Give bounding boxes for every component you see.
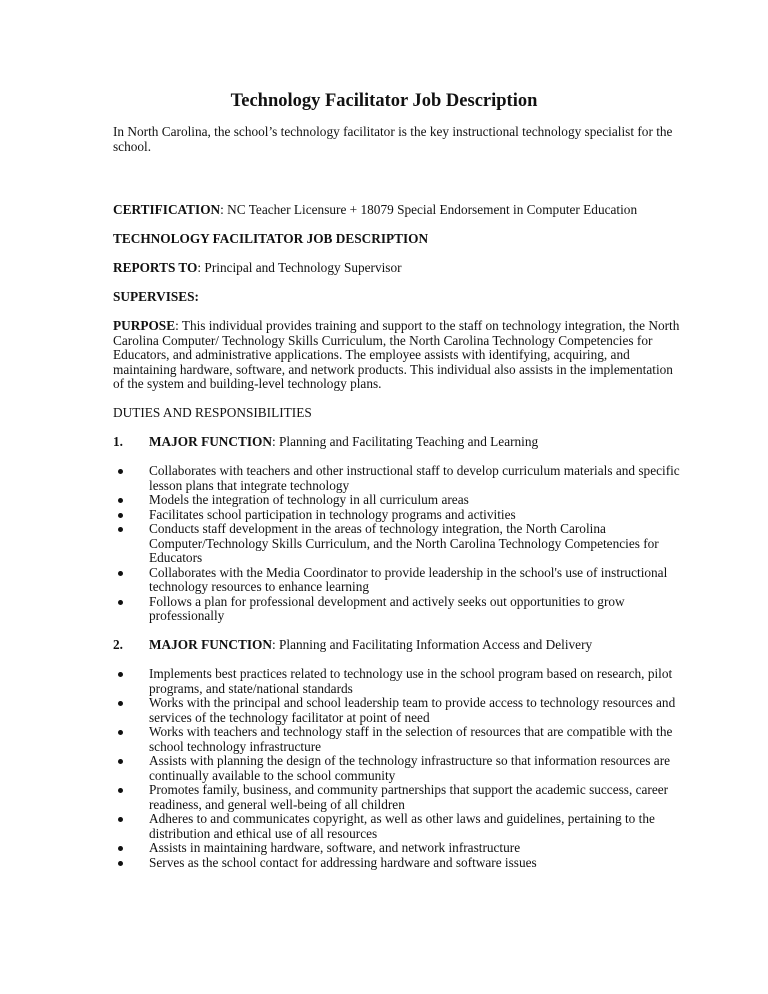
- list-item-line: school technology infrastructure: [149, 738, 322, 754]
- function-number: 2.: [113, 637, 123, 652]
- list-item: [113, 725, 673, 754]
- list-item-line: Follows a plan for professional development and actively seeks out opportunities to grow: [149, 593, 625, 609]
- list-item: [113, 463, 680, 493]
- reports-to-label: REPORTS TO: [113, 260, 198, 275]
- purpose-label: PURPOSE: [113, 318, 176, 333]
- list-item: [113, 754, 673, 783]
- purpose-line: [113, 318, 680, 334]
- bullet-icon: [118, 759, 123, 764]
- function-label: MAJOR FUNCTION: [149, 637, 272, 652]
- list-item: [113, 566, 673, 595]
- supervises-label: SUPERVISES:: [113, 289, 199, 304]
- purpose-line: Carolina Computer/ Technology Skills Curriculum, the North Carolina Technology Competencies for: [113, 332, 653, 348]
- list-item: [113, 493, 673, 508]
- major-function-heading: [113, 435, 673, 450]
- function-text: : Planning and Facilitating Teaching and Learning: [272, 434, 539, 449]
- certification: [113, 203, 673, 218]
- function-label: MAJOR FUNCTION: [149, 434, 272, 449]
- list-item-line: Educators: [149, 550, 203, 565]
- bullet-icon: [118, 846, 123, 851]
- list-item: [113, 695, 676, 725]
- list-item-line: Adheres to and communicates copyright, as well as other laws and guidelines, pertaining to the: [149, 811, 655, 826]
- list-item-line: Collaborates with the Media Coordinator to provide leadership in the school's use of instructional: [149, 564, 668, 580]
- certification-label: CERTIFICATION: [113, 202, 221, 217]
- function-number: 1.: [113, 434, 123, 449]
- certification-text: : NC Teacher Licensure + 18079 Special Endorsement in Computer Education: [220, 202, 638, 217]
- purpose-line: maintaining hardware, software, and network products. This individual also assists in the implementation: [113, 361, 673, 377]
- bullet-icon: [118, 701, 123, 706]
- list-item-line: Collaborates with teachers and other instructional staff to develop curriculum materials and specific: [149, 463, 680, 478]
- list-item-line: Facilitates school participation in technology programs and activities: [149, 506, 516, 522]
- list-item-line: lesson plans that integrate technology: [149, 477, 350, 493]
- list-item-line: Assists in maintaining hardware, software, and network infrastructure: [149, 840, 521, 855]
- purpose-line: Educators, and administrative applications. The employee assists with identifying, acquiring, and: [113, 347, 630, 362]
- list-item-line: Conducts staff development in the areas of technology integration, the North Carolina: [149, 521, 606, 536]
- list-item-line: Computer/Technology Skills Curriculum, and the North Carolina Technology Competencies for: [149, 535, 659, 551]
- list-item-line: technology resources to enhance learning: [149, 579, 370, 594]
- purpose-line: of the system and building-level technology plans.: [113, 376, 382, 391]
- purpose-text: : This individual provides training and support to the staff on technology integration, the North: [175, 318, 680, 333]
- document-title: Technology Facilitator Job Description: [230, 91, 538, 111]
- list-item-line: Promotes family, business, and community partnerships that support the academic success, career: [149, 782, 669, 797]
- list-item-line: services of the technology facilitator at point of need: [149, 709, 430, 725]
- reports-to-text: : Principal and Technology Supervisor: [197, 260, 402, 275]
- bullet-icon: [118, 861, 123, 866]
- list-item: [113, 508, 673, 523]
- bullet-icon: [118, 498, 123, 503]
- bullet-icon: [118, 730, 123, 735]
- bullet-icon: [118, 817, 123, 822]
- bullet-icon: [118, 527, 123, 532]
- functions-list: [113, 434, 680, 870]
- section-heading: [113, 232, 673, 247]
- list-item-line: readiness, and general well-being of all children: [149, 796, 405, 812]
- bullet-icon: [118, 513, 123, 518]
- list-item: [113, 841, 673, 856]
- list-item-line: Works with teachers and technology staff in the selection of resources that are compatible with the: [149, 724, 673, 739]
- duties-heading: DUTIES AND RESPONSIBILITIES: [113, 405, 312, 420]
- supervises: [113, 290, 673, 305]
- list-item-line: Assists with planning the design of the technology infrastructure so that information resources are: [149, 753, 671, 768]
- bullet-list: [113, 666, 676, 870]
- document-body: [113, 124, 680, 885]
- intro-paragraph: [113, 125, 673, 154]
- list-item: [113, 856, 673, 871]
- list-item-line: professionally: [149, 608, 225, 623]
- list-item-line: Works with the principal and school leadership team to provide access to technology resources and: [149, 695, 676, 710]
- list-item: [113, 595, 673, 624]
- list-item-line: Implements best practices related to technology use in the school program based on research, pilot: [149, 666, 673, 681]
- bullet-icon: [118, 469, 123, 474]
- bullet-icon: [118, 672, 123, 677]
- list-item-line: continually available to the school community: [149, 767, 396, 783]
- list-item-line: Serves as the school contact for addressing hardware and software issues: [149, 854, 537, 870]
- list-item-line: Models the integration of technology in all curriculum areas: [149, 492, 469, 507]
- function-text: : Planning and Facilitating Information Access and Delivery: [272, 637, 593, 652]
- list-item: [113, 522, 673, 566]
- reports-to: [113, 261, 673, 276]
- purpose-paragraph: [113, 318, 680, 392]
- bullet-icon: [118, 600, 123, 605]
- bullet-icon: [118, 788, 123, 793]
- bullet-list: [113, 463, 680, 624]
- intro-line: In North Carolina, the school’s technology facilitator is the key instructional technology specialist for the: [113, 124, 673, 139]
- list-item-line: distribution and ethical use of all resources: [149, 825, 378, 841]
- list-item: [113, 812, 673, 841]
- list-item-line: programs, and state/national standards: [149, 680, 353, 696]
- major-function-heading: [113, 638, 673, 653]
- list-item: [113, 667, 673, 696]
- heading-text: TECHNOLOGY FACILITATOR JOB DESCRIPTION: [113, 231, 429, 246]
- bullet-icon: [118, 571, 123, 576]
- list-item: [113, 783, 673, 812]
- intro-line: school.: [113, 138, 152, 154]
